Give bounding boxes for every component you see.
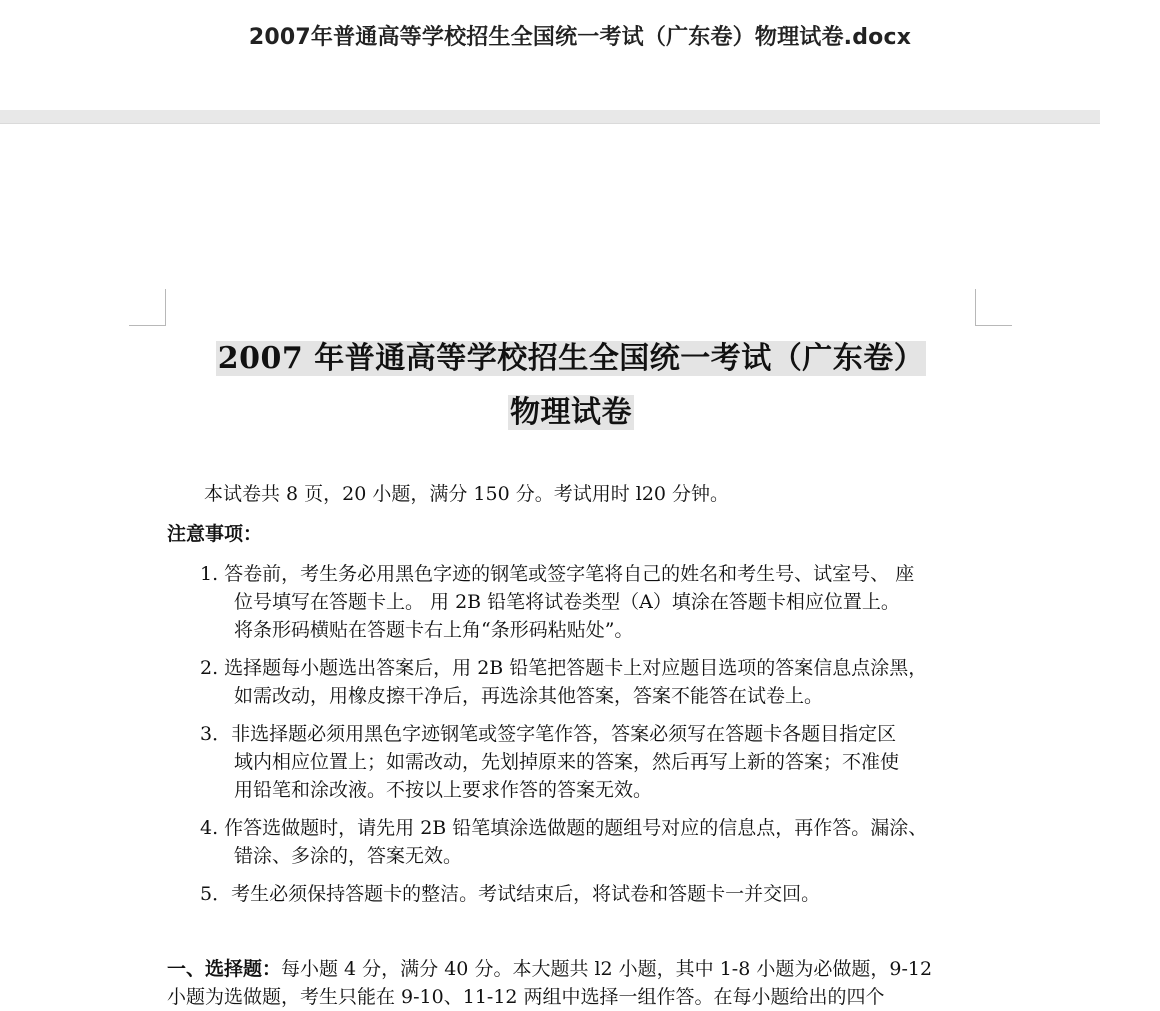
notice-item-3	[200, 720, 899, 804]
document-subtitle	[0, 392, 1142, 434]
section-heading-line	[167, 955, 932, 983]
notice-item-5	[200, 880, 820, 908]
notice-item-line: 将条形码横贴在答题卡右上角“条形码粘贴处”。	[234, 619, 634, 641]
section-multiple-choice	[167, 955, 933, 1008]
document-title-line-1: 2007 年普通高等学校招生全国统一考试（广东卷）	[217, 341, 925, 376]
document-file-name: 2007年普通高等学校招生全国统一考试（广东卷）物理试卷.docx	[248, 25, 912, 50]
document-page[interactable]	[0, 124, 1100, 1008]
margin-corner-mark-right	[975, 289, 1012, 326]
margin-corner-mark-left	[129, 289, 166, 326]
notice-item-line: 1. 答卷前，考生务必用黑色字迹的钢笔或签字笔将自己的姓名和考生号、试室号、 座	[200, 563, 915, 585]
document-title	[0, 338, 1142, 380]
notice-item-line: 2. 选择题每小题选出答案后，用 2B 铅笔把答题卡上对应题目选项的答案信息点涂黑，	[200, 657, 928, 679]
section-next-line: 小题为选做题，考生只能在 9-10、11-12 两组中选择一组作答。在每小题给出的四个	[167, 986, 885, 1008]
notice-item-line: 4. 作答选做题时，请先用 2B 铅笔填涂选做题的题组号对应的信息点，再作答。漏涂、	[200, 817, 928, 839]
notice-item-1	[200, 560, 914, 644]
page-gutter	[0, 110, 1100, 124]
notice-item-4	[200, 814, 927, 870]
notice-item-line: 域内相应位置上；如需改动，先划掉原来的答案，然后再写上新的答案；不准使	[234, 751, 900, 773]
notice-heading: 注意事项：	[167, 523, 263, 545]
notice-item-line: 用铅笔和涂改液。不按以上要求作答的答案无效。	[234, 779, 653, 801]
notice-item-line: 3．非选择题必须用黑色字迹钢笔或签字笔作答，答案必须写在答题卡各题目指定区	[200, 723, 897, 745]
document-title-line-2: 物理试卷	[510, 395, 632, 430]
notice-item-line: 5．考生必须保持答题卡的整洁。考试结束后，将试卷和答题卡一并交回。	[200, 883, 821, 905]
window-title-bar	[0, 0, 1100, 110]
section-text: 每小题 4 分，满分 40 分。本大题共 l2 小题，其中 1-8 小题为必做题，9-12	[281, 958, 933, 980]
notice-item-line: 如需改动，用橡皮擦干净后，再选涂其他答案，答案不能答在试卷上。	[234, 685, 824, 707]
intro-paragraph: 本试卷共 8 页，20 小题，满分 150 分。考试用时 l20 分钟。	[204, 483, 730, 505]
notice-item-line: 错涂、多涂的，答案无效。	[234, 845, 463, 867]
notice-item-line: 位号填写在答题卡上。 用 2B 铅笔将试卷类型（A）填涂在答题卡相应位置上。	[234, 591, 900, 613]
notice-item-2	[200, 654, 927, 710]
section-cutoff-line	[167, 983, 932, 1008]
section-lead: 一、选择题：	[167, 958, 282, 980]
